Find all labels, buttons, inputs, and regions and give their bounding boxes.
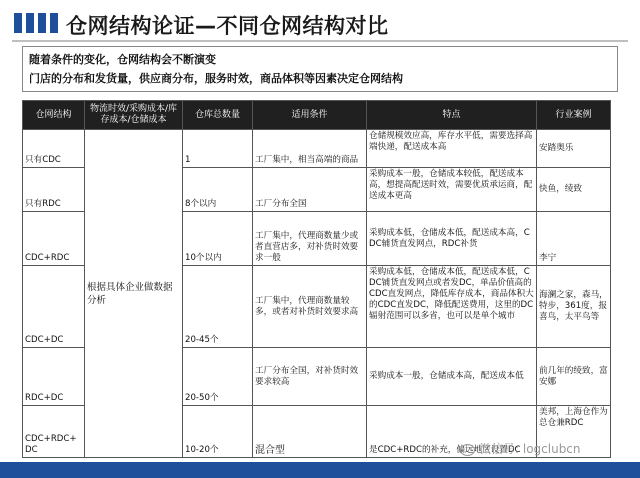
comparison-table [22,100,611,458]
cell-condition: 工厂集中，代理商数量少或者直营店多，对补货时效要求一般 [253,212,367,266]
cell-features: 仓储规模效应高，库存水平低，需要选择高端快递，配送成本高 [367,130,537,168]
header-condition: 适用条件 [253,101,367,130]
title-decoration [38,13,46,33]
cell-structure: CDC+RDC+DC [23,406,85,458]
cell-condition: 工厂集中，相当高端的商品 [253,130,367,168]
intro-box [22,46,618,92]
title-decoration [50,13,58,33]
cell-cases: 李宁 [537,212,611,266]
header-count: 仓库总数量 [183,101,253,130]
cell-features: 采购成本一般，仓储成本较低，配送成本高，想提高配送时效，需要优质承运商，配送成本更高 [367,168,537,212]
cell-structure: 只有RDC [23,168,85,212]
cell-cases: 海澜之家，森马，特步，361度，报喜鸟，太平鸟等 [537,266,611,348]
cell-features: 采购成本一般，仓储成本高，配送成本低 [367,348,537,406]
cell-count: 10-20个 [183,406,253,458]
header-cases: 行业案例 [537,101,611,130]
title-bar [0,0,640,40]
cell-count: 1 [183,130,253,168]
cell-condition: 工厂分布全国，对补货时效要求较高 [253,348,367,406]
header-features: 特点 [367,101,537,130]
cell-condition: 工厂分布全国 [253,168,367,212]
intro-line: 门店的分布和发货量，供应商分布，服务时效，商品体积等因素决定仓网结构 [29,72,403,85]
cell-structure: CDC+RDC [23,212,85,266]
title-decoration [14,13,22,33]
cell-structure: RDC+DC [23,348,85,406]
cell-cases: 快鱼，绫致 [537,168,611,212]
header-logistics: 物流时效/采购成本/库存成本/仓储成本 [85,101,183,130]
cell-cases: 美邦，上海仓作为总仓兼RDC [537,406,611,458]
cell-structure: 只有CDC [23,130,85,168]
intro-line: 随着条件的变化，仓网结构会不断演变 [29,53,216,66]
cell-count: 10个以内 [183,212,253,266]
footer-bar [0,462,640,478]
table-header-row [23,101,611,130]
cell-cases: 安踏奥乐 [537,130,611,168]
watermark [460,440,581,457]
cell-cases: 前几年的绫致，富安娜 [537,348,611,406]
cell-logistics-shared: 根据具体企业做数据分析 [85,130,183,458]
header-structure: 仓网结构 [23,101,85,130]
cell-features: 是CDC+RDC的补充，偏远地区设置DC [367,406,537,458]
title-decoration [26,13,34,33]
cell-count: 20-45个 [183,266,253,348]
cell-condition: 混合型 [253,406,367,458]
wechat-icon [460,444,475,456]
page-title: 仓网结构论证—不同仓网结构对比 [66,14,389,38]
table-row [23,130,611,168]
cell-count: 8个以内 [183,168,253,212]
title-divider [12,40,628,42]
cell-structure: CDC+DC [23,266,85,348]
cell-features: 采购成本低，仓储成本低，配送成本高，CDC辅货直发网点，RDC补货 [367,212,537,266]
cell-count: 20-50个 [183,348,253,406]
cell-features: 采购成本低，仓储成本低，配送成本低，CDC铺货直发网点或者发DC，单品价值高的CDC直发网点，降低库存成本，商品体积大的CDC直发DC，降低配送费用，这里的DC辐射范围可以多省，也可以是单个城市 [367,266,537,348]
cell-condition: 工厂集中，代理商数量较多，或者对补货时效要求高 [253,266,367,348]
watermark-text: 微信号: logclubcn [479,442,581,456]
